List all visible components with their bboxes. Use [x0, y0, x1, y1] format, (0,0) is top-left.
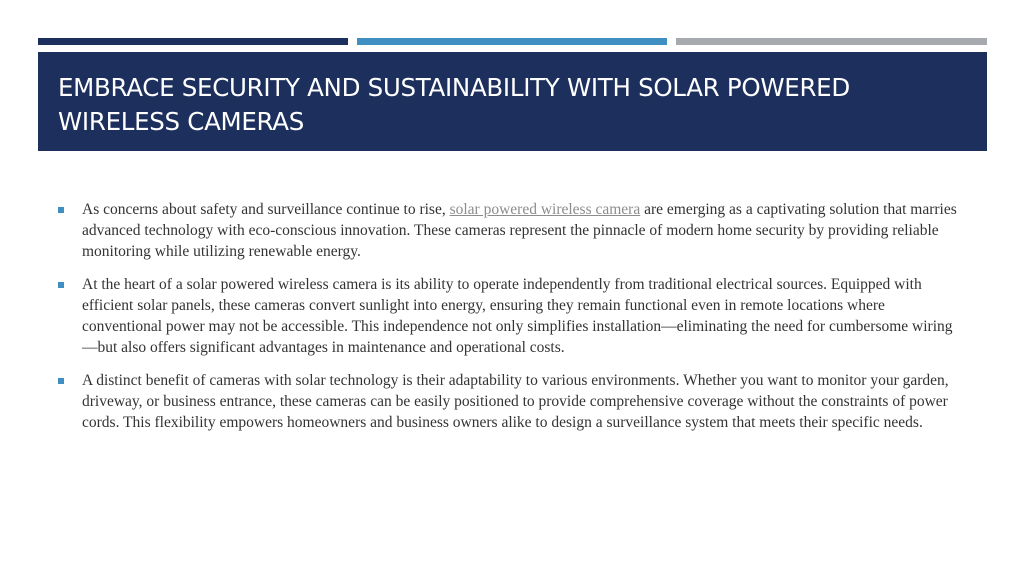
slide-title-line-1: EMBRACE SECURITY AND SUSTAINABILITY WITH SOLAR POWERED [58, 73, 850, 102]
bullet-text: A distinct benefit of cameras with solar technology is their adaptability to various environments. Whether you want to monitor your garden, driveway, or business entrance, these cameras can be easily positioned to provide comprehensive coverage without the constraints of power cords. This flexibility empowers homeowners and business owners alike to design a surveillance system that meets their specific needs. [82, 372, 949, 431]
accent-bar-navy [38, 38, 348, 45]
bullet-text: are emerging as a captivating solution that marries advanced technology with eco-conscious innovation. These cameras represent the pinnacle of modern home security by providing reliable monitoring while utilizing renewable energy. [82, 201, 957, 260]
square-bullet-icon [58, 282, 64, 288]
accent-bar-gray [676, 38, 987, 45]
square-bullet-icon [58, 378, 64, 384]
slide-body [57, 199, 967, 445]
bullet-item [57, 199, 967, 262]
bullet-text: At the heart of a solar powered wireless camera is its ability to operate independently from traditional electrical sources. Equipped with efficient solar panels, these cameras convert sunlight into energy, ensuring they remain functional even in remote locations where conventional power may not be accessible. This independence not only simplifies installation—eliminating the need for cumbersome wiring—but also offers significant advantages in maintenance and operational costs. [82, 276, 953, 356]
title-band [38, 52, 987, 151]
accent-bar-blue [357, 38, 667, 45]
solar-camera-link[interactable]: solar powered wireless camera [449, 201, 641, 218]
bullet-text: As concerns about safety and surveillance continue to rise, [82, 201, 450, 218]
square-bullet-icon [58, 207, 64, 213]
bullet-item [57, 274, 967, 358]
bullet-item [57, 370, 967, 433]
slide-title-line-2: WIRELESS CAMERAS [58, 107, 305, 136]
slide-title [58, 71, 967, 139]
